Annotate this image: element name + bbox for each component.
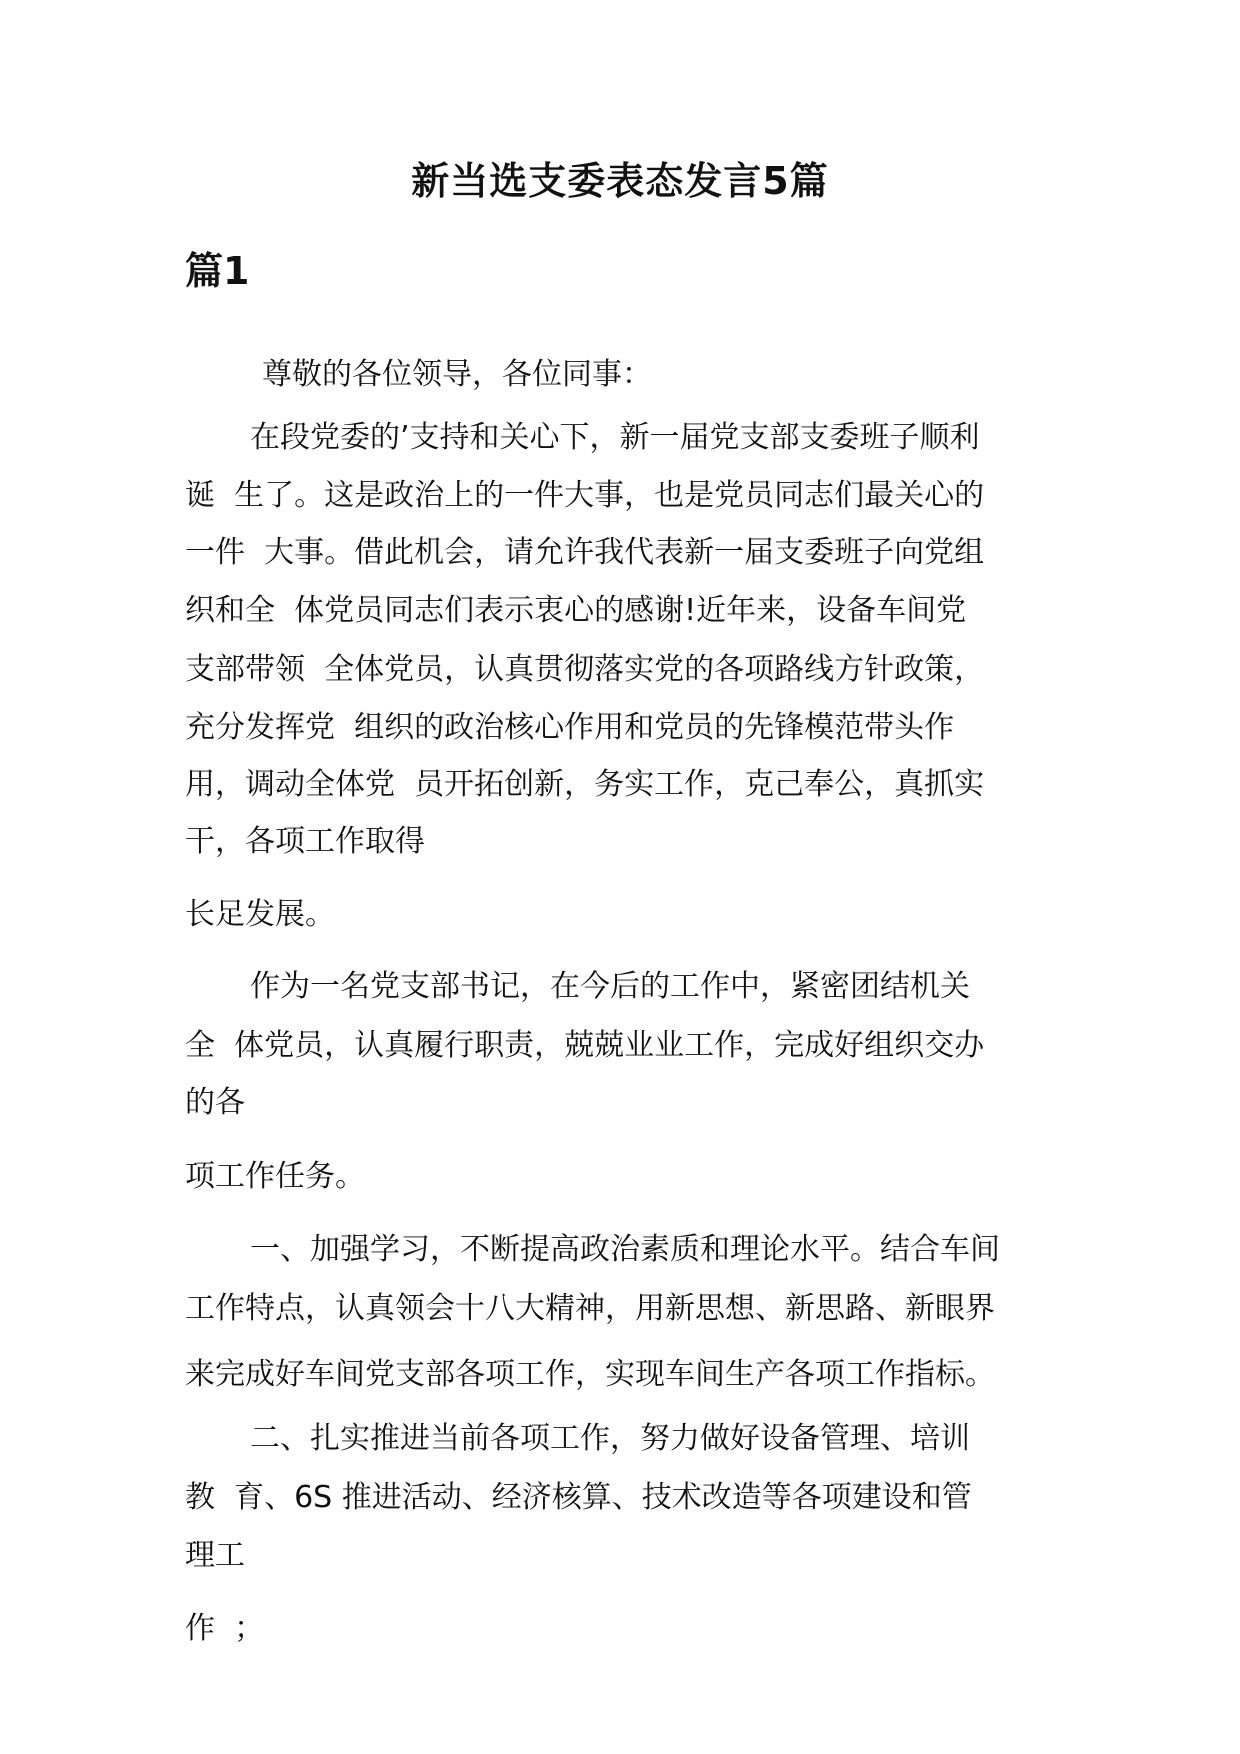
paragraph-line: 织和全 体党员同志们表示衷心的感谢!近年来，设备车间党	[185, 593, 967, 628]
paragraph-line: 二、扎实推进当前各项工作，努力做好设备管理、培训	[250, 1421, 970, 1456]
paragraph-line: 全 体党员，认真履行职责，兢兢业业工作，完成好组织交办	[185, 1028, 985, 1063]
paragraph-line: 一件 大事。借此机会，请允许我代表新一届支委班子向党组	[185, 535, 985, 570]
paragraph-line: 工作特点，认真领会十八大精神，用新思想、新思路、新眼界	[185, 1291, 995, 1326]
paragraph-line: 来完成好车间党支部各项工作，实现车间生产各项工作指标。	[185, 1357, 995, 1392]
paragraph-line: 作 ；	[185, 1611, 265, 1646]
paragraph-line: 作为一名党支部书记，在今后的工作中，紧密团结机关	[250, 969, 970, 1004]
paragraph-line: 支部带领 全体党员，认真贯彻落实党的各项路线方针政策，	[185, 652, 985, 687]
paragraph-line: 的各	[185, 1085, 245, 1120]
paragraph-line: 充分发挥党 组织的政治核心作用和党员的先锋模范带头作	[185, 710, 955, 745]
paragraph-line: 教 育、6S 推进活动、经济核算、技术改造等各项建设和管	[185, 1480, 972, 1515]
paragraph-line: 长足发展。	[185, 897, 335, 932]
paragraph-line: 用，调动全体党 员开拓创新，务实工作，克己奉公，真抓实	[185, 767, 985, 802]
paragraph-line: 诞 生了。这是政治上的一件大事，也是党员同志们最关心的	[185, 478, 985, 513]
salutation-line: 尊敬的各位领导，各位同事：	[262, 357, 652, 392]
paragraph-line: 项工作任务。	[185, 1159, 365, 1194]
section-heading: 篇1	[185, 249, 250, 293]
paragraph-line: 干，各项工作取得	[185, 824, 425, 859]
document-title: 新当选支委表态发言5篇	[411, 159, 829, 203]
paragraph-line: 一、加强学习，不断提高政治素质和理论水平。结合车间	[250, 1232, 1000, 1267]
paragraph-line: 理工	[185, 1538, 245, 1573]
paragraph-line: 在段党委的’支持和关心下，新一届党支部支委班子顺利	[250, 420, 980, 455]
